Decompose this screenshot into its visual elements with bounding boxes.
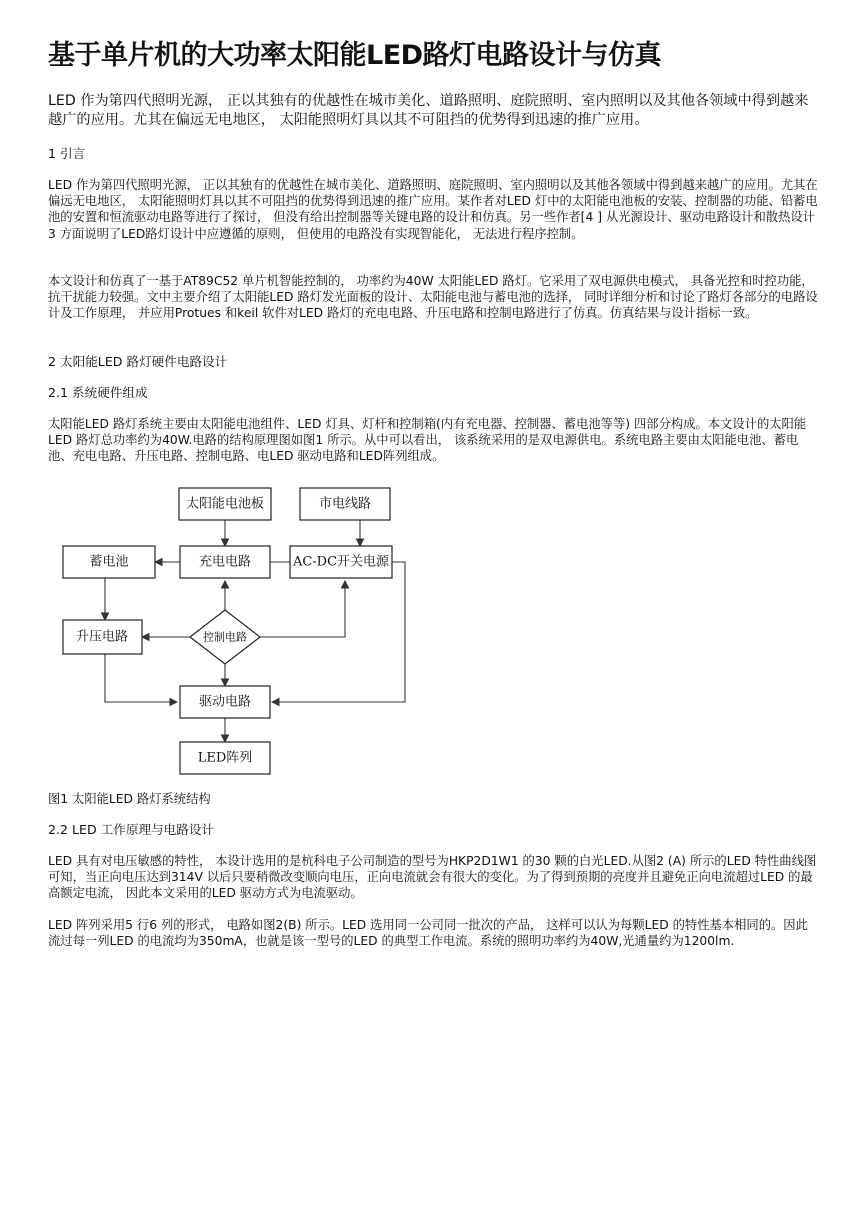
paragraph-1: LED 作为第四代照明光源， 正以其独有的优越性在城市美化、道路照明、庭院照明、室内照明以及其他各领域中得到越来越广的应用。尤其在偏远无电地区， 太阳能照明灯具以其不可阻挡的优势得到迅速的推广应用。某作者对LED 灯中的太阳能电池板的安装、控制器的功能、铅蓄电池的安置和恒流驱动电路等进行了探讨， 但没有给出控制器等关键电路的设计和仿真。另一些作者[4 ] 从光源设计、驱动电路设计和散热设计3 方面说明了LED路灯设计中应遵循的原则， 但使用的电路没有实现智能化， 无法进行程序控制。 [48, 178, 818, 241]
section-heading-1: 1 引言 [48, 146, 86, 161]
label-charger: 充电电路 [198, 554, 252, 570]
arrow-acdc-to-driver [272, 562, 405, 702]
lead-paragraph: LED 作为第四代照明光源， 正以其独有的优越性在城市美化、道路照明、庭院照明、室内照明以及其他各领域中得到越来越广的应用。尤其在偏远无电地区， 太阳能照明灯具以其不可阻挡的优势得到迅速的推广应用。 [48, 93, 809, 128]
box-charger [180, 546, 270, 578]
box-mains [300, 488, 390, 520]
arrow-control-to-acdc [260, 581, 345, 637]
box-solar-panel [179, 488, 271, 520]
paragraph-3: 太阳能LED 路灯系统主要由太阳能电池组件、LED 灯具、灯杆和控制箱(内有充电器、控制器、蓄电池等等) 四部分构成。本文设计的太阳能LED 路灯总功率约为40W.电路的结构原理图如图1 所示。从中可以看出， 该系统采用的是双电源供电。系统电路主要由太阳能电池、蓄电池、充电电路、升压电路、控制电路、电LED 驱动电路和LED阵列组成。 [48, 417, 807, 464]
label-led-array: LED阵列 [197, 750, 253, 766]
label-acdc: AC-DC开关电源 [292, 554, 390, 570]
box-boost [63, 620, 142, 654]
figure-caption: 图1 太阳能LED 路灯系统结构 [48, 792, 211, 806]
label-mains: 市电线路 [318, 496, 372, 512]
arrow-boost-to-driver [105, 654, 177, 702]
label-battery: 蓄电池 [89, 554, 129, 570]
section-heading-2-1: 2.1 系统硬件组成 [48, 385, 148, 400]
label-driver: 驱动电路 [198, 694, 252, 710]
paragraph-5: LED 阵列采用5 行6 列的形式， 电路如图2(B) 所示。LED 选用同一公司同一批次的产品， 这样可以认为每颗LED 的特性基本相同的。因此流过每一列LED 的电流均为350mA，也就是该一型号的LED 的典型工作电流。系统的照明功率约为40W,光通量约为1200lm. [48, 918, 808, 949]
paragraph-4: LED 具有对电压敏感的特性， 本设计选用的是杭科电子公司制造的型号为HKP2D1W1 的30 颗的白光LED.从图2 (A) 所示的LED 特性曲线图可知，当正向电压达到314V 以后只要稍微改变顺向电压，正向电流就会有很大的变化。为了得到预期的亮度并且避免正向电流超过LED 的最高额定电流， 因此本文采用的LED 驱动方式为电流驱动。 [48, 854, 817, 901]
label-solar-panel: 太阳能电池板 [185, 496, 265, 512]
diamond-control [190, 610, 260, 664]
section-heading-2-2: 2.2 LED 工作原理与电路设计 [48, 822, 215, 837]
box-acdc [290, 546, 392, 578]
label-boost: 升压电路 [75, 629, 129, 645]
box-battery [63, 546, 155, 578]
box-led-array [180, 742, 270, 774]
label-control: 控制电路 [203, 630, 247, 644]
box-driver [180, 686, 270, 718]
paragraph-2: 本文设计和仿真了一基于AT89C52 单片机智能控制的， 功率约为40W 太阳能LED 路灯。它采用了双电源供电模式， 具备光控和时控功能， 抗干扰能力较强。文中主要介绍了太阳能LED 路灯发光面板的设计、太阳能电池与蓄电池的选择， 同时详细分析和讨论了路灯各部分的电路设计及工作原理， 并应用Protues 和keil 软件对LED 路灯的充电电路、升压电路和控制电路进行了仿真。仿真结果与设计指标一致。 [48, 274, 818, 321]
section-heading-2: 2 太阳能LED 路灯硬件电路设计 [48, 354, 228, 369]
system-structure-diagram [60, 482, 410, 777]
page-title: 基于单片机的大功率太阳能LED路灯电路设计与仿真 [48, 40, 662, 71]
